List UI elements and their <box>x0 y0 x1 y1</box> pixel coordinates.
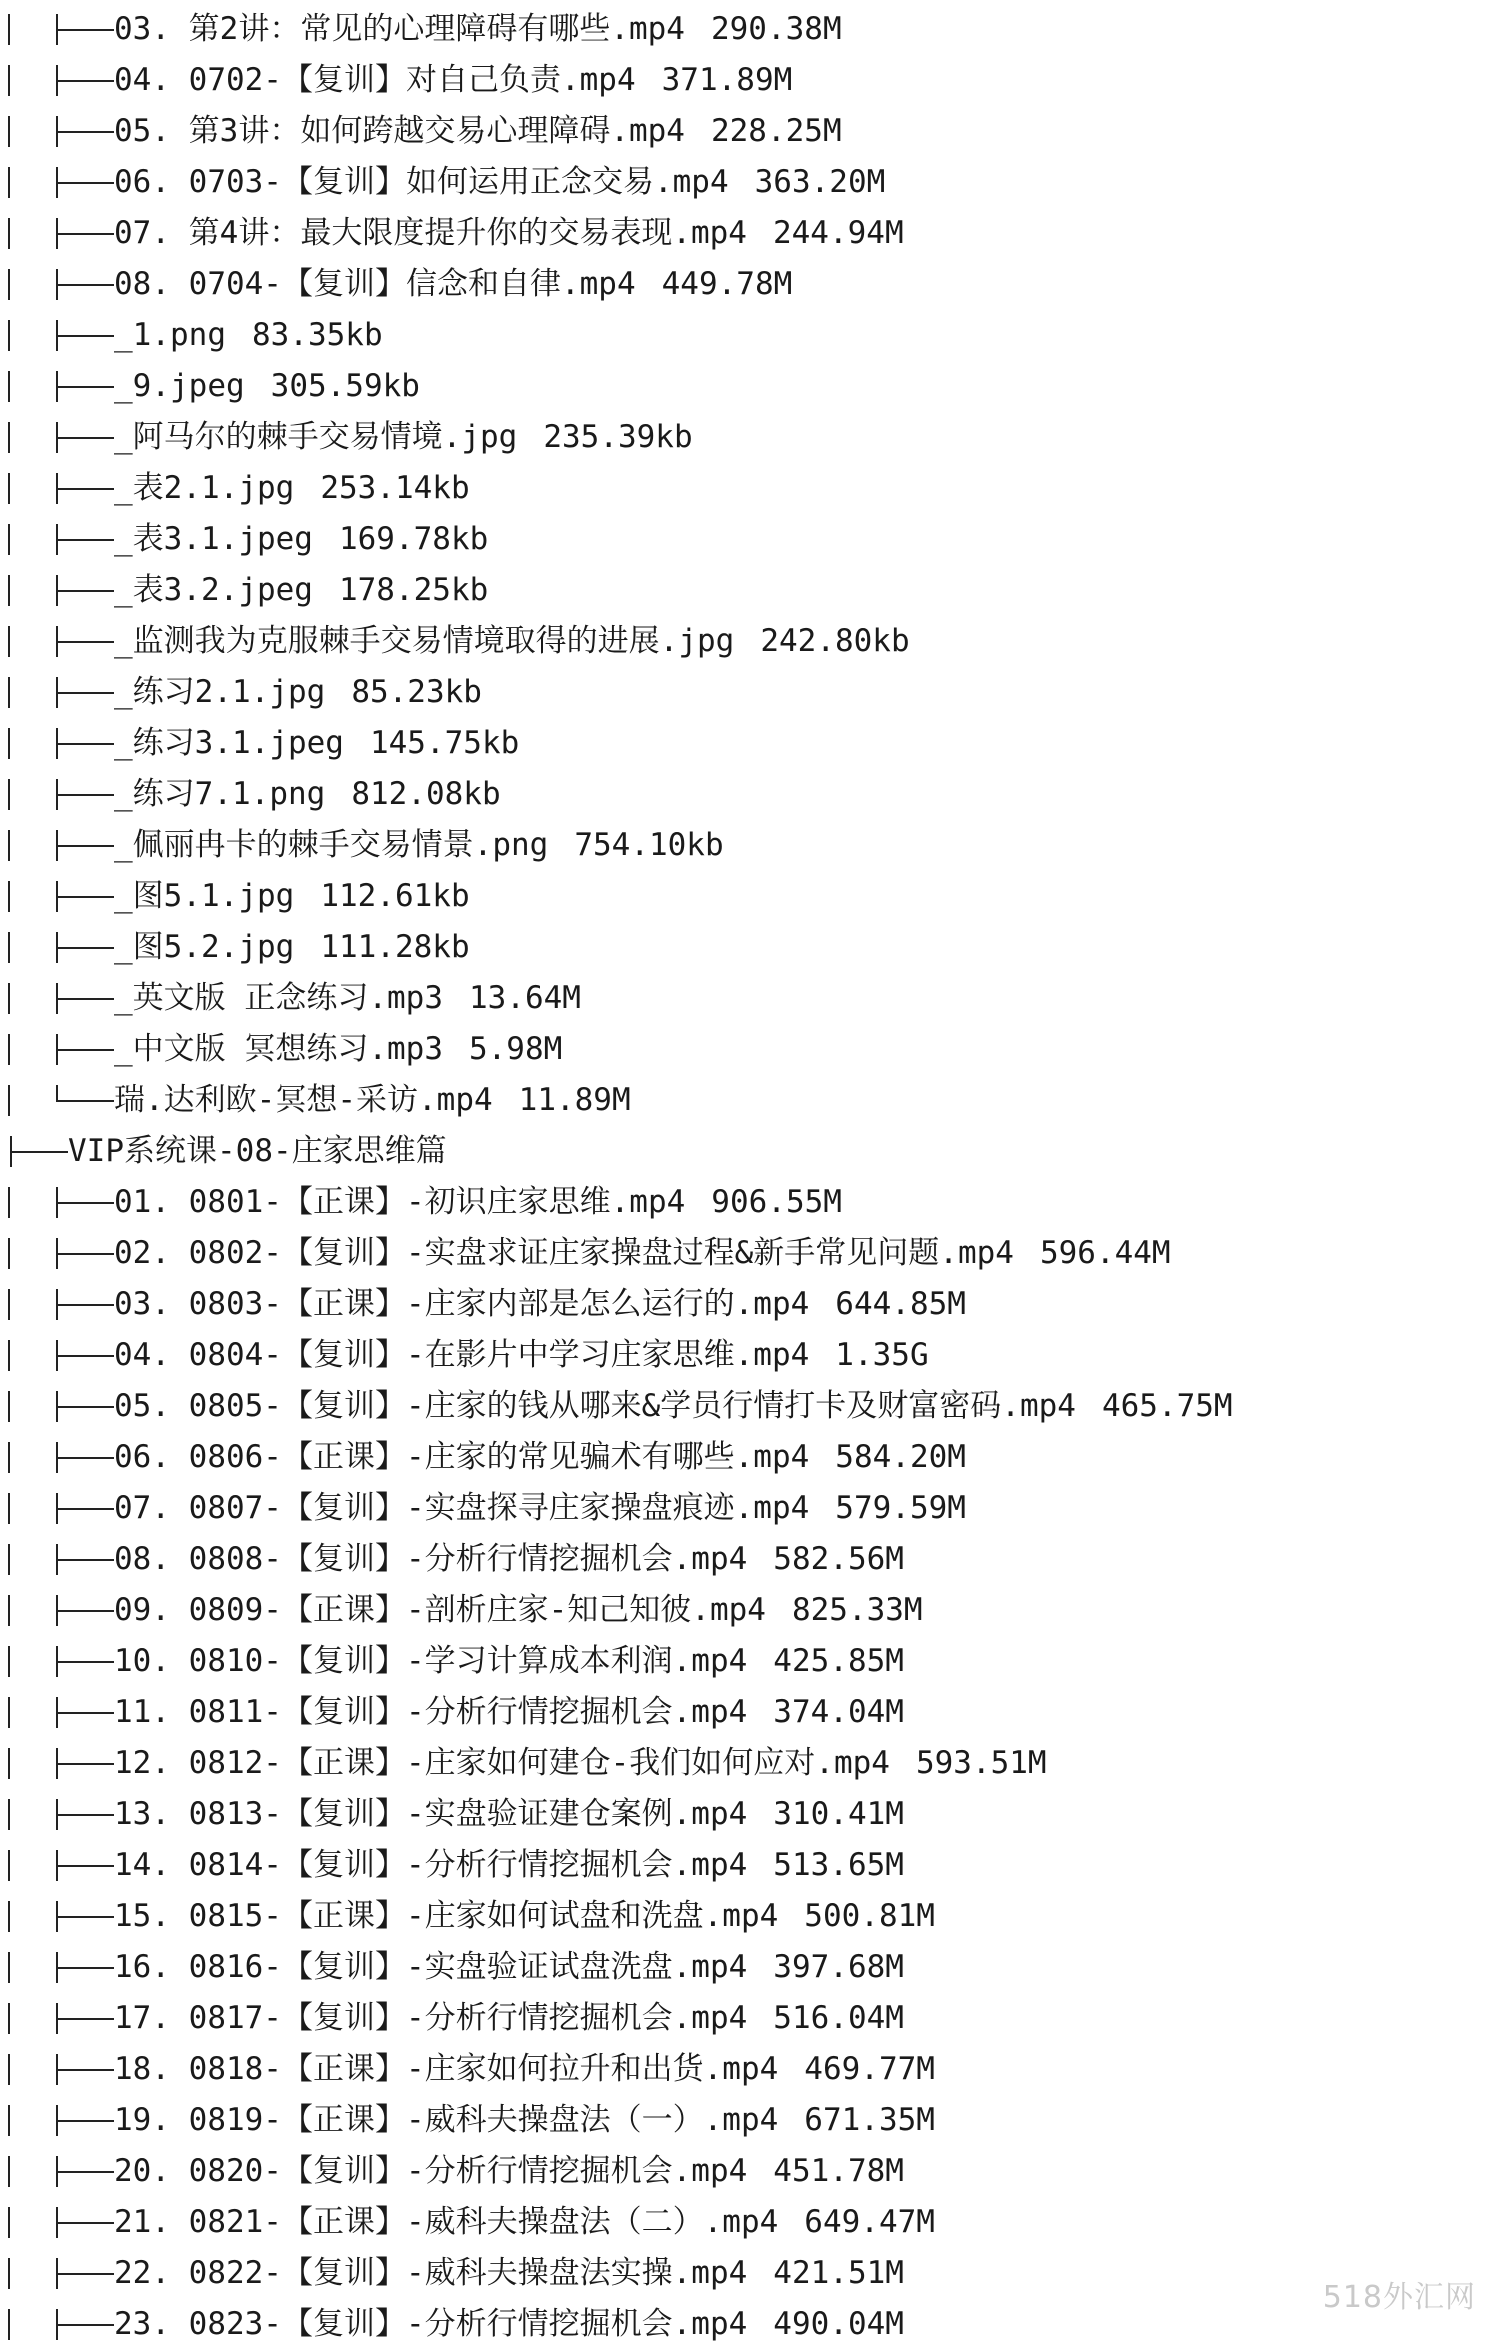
tree-connector <box>56 565 114 616</box>
file-name: 17. 0817-【复训】-分析行情挖掘机会.mp4 <box>114 2000 748 2036</box>
file-name: 21. 0821-【正课】-威科夫操盘法（二）.mp4 <box>114 2204 779 2240</box>
file-size: 305.59kb <box>270 368 420 404</box>
file-row <box>0 259 1500 310</box>
file-size: 500.81M <box>804 1898 935 1934</box>
file-name: 14. 0814-【复训】-分析行情挖掘机会.mp4 <box>114 1847 748 1883</box>
tree-connector <box>56 208 114 259</box>
file-name: 瑞.达利欧-冥想-采访.mp4 <box>114 1082 493 1118</box>
tree-connector <box>56 2146 114 2197</box>
tree-connector <box>56 1024 114 1075</box>
tree-connector <box>56 412 114 463</box>
tree-guide-line <box>8 2105 10 2136</box>
file-name: _1.png <box>114 317 226 353</box>
file-row <box>0 1993 1500 2044</box>
tree-connector <box>56 106 114 157</box>
file-name: 05. 0805-【复训】-庄家的钱从哪来&学员行情打卡及财富密码.mp4 <box>114 1388 1076 1424</box>
file-size: 374.04M <box>773 1694 904 1730</box>
file-size: 363.20M <box>754 164 886 200</box>
tree-connector <box>56 4 114 55</box>
file-size: 1.35G <box>835 1337 929 1373</box>
tree-guide-line <box>8 728 10 759</box>
file-row <box>0 1330 1500 1381</box>
tree-connector <box>56 1738 114 1789</box>
file-size: 465.75M <box>1101 1388 1233 1424</box>
file-name: _练习2.1.jpg <box>114 674 326 710</box>
tree-guide-line <box>8 779 10 810</box>
file-size: 513.65M <box>773 1847 904 1883</box>
file-row <box>0 514 1500 565</box>
file-row <box>0 1432 1500 1483</box>
file-name: 05. 第3讲：如何跨越交易心理障碍.mp4 <box>114 113 685 149</box>
file-row <box>0 1024 1500 1075</box>
file-row <box>0 2044 1500 2095</box>
tree-connector <box>56 463 114 514</box>
tree-connector <box>56 1534 114 1585</box>
file-row <box>0 769 1500 820</box>
tree-guide-line <box>8 167 10 198</box>
tree-connector <box>56 1636 114 1687</box>
file-row <box>0 412 1500 463</box>
file-name: _监测我为克服棘手交易情境取得的进展.jpg <box>114 623 735 659</box>
tree-connector <box>56 1891 114 1942</box>
file-name: 06. 0703-【复训】如何运用正念交易.mp4 <box>114 164 729 200</box>
tree-connector <box>56 1840 114 1891</box>
file-row <box>0 2197 1500 2248</box>
tree-connector <box>56 259 114 310</box>
file-size: 671.35M <box>804 2102 935 2138</box>
file-name: 07. 第4讲：最大限度提升你的交易表现.mp4 <box>114 215 747 251</box>
file-name: _表3.2.jpeg <box>114 572 313 608</box>
tree-guide-line <box>8 269 10 300</box>
tree-guide-line <box>8 1493 10 1524</box>
tree-guide-line <box>8 1697 10 1728</box>
file-row <box>0 616 1500 667</box>
file-size: 644.85M <box>835 1286 966 1322</box>
tree-connector <box>56 718 114 769</box>
file-row <box>0 1840 1500 1891</box>
tree-connector <box>56 1177 114 1228</box>
tree-connector <box>56 2248 114 2299</box>
tree-guide-line <box>8 2054 10 2085</box>
tree-connector <box>56 55 114 106</box>
file-size: 490.04M <box>773 2306 904 2342</box>
file-size: 145.75kb <box>369 725 520 761</box>
file-row <box>0 1687 1500 1738</box>
tree-guide-line <box>8 1952 10 1983</box>
file-name: _图5.1.jpg <box>114 878 295 914</box>
file-row <box>0 1534 1500 1585</box>
file-size: 178.25kb <box>338 572 489 608</box>
tree-guide-line <box>8 2156 10 2187</box>
tree-guide-line <box>8 1901 10 1932</box>
tree-guide-line <box>8 677 10 708</box>
file-name: 07. 0807-【复训】-实盘探寻庄家操盘痕迹.mp4 <box>114 1490 810 1526</box>
tree-guide-line <box>8 626 10 657</box>
tree-connector <box>56 2299 114 2350</box>
file-name: _阿马尔的棘手交易情境.jpg <box>114 419 518 455</box>
tree-guide-line <box>8 2258 10 2289</box>
tree-guide-line <box>8 1748 10 1779</box>
tree-guide-line <box>8 983 10 1014</box>
file-row <box>0 871 1500 922</box>
tree-guide-line <box>8 1238 10 1269</box>
file-name: 02. 0802-【复训】-实盘求证庄家操盘过程&新手常见问题.mp4 <box>114 1235 1014 1271</box>
tree-connector <box>56 1585 114 1636</box>
file-row <box>0 1636 1500 1687</box>
file-name: _练习3.1.jpeg <box>114 725 344 761</box>
file-row <box>0 1279 1500 1330</box>
file-name: _图5.2.jpg <box>114 929 295 965</box>
file-size: 371.89M <box>661 62 793 98</box>
file-row <box>0 361 1500 412</box>
tree-guide-line <box>8 932 10 963</box>
file-name: 23. 0823-【复训】-分析行情挖掘机会.mp4 <box>114 2306 748 2342</box>
file-name: 13. 0813-【复训】-实盘验证建仓案例.mp4 <box>114 1796 748 1832</box>
tree-connector <box>56 157 114 208</box>
tree-connector <box>56 1279 114 1330</box>
tree-connector <box>56 1687 114 1738</box>
file-name: 22. 0822-【复训】-威科夫操盘法实操.mp4 <box>114 2255 748 2291</box>
tree-guide-line <box>8 1799 10 1830</box>
file-name: _表3.1.jpeg <box>114 521 313 557</box>
tree-connector <box>10 1126 68 1177</box>
file-size: 516.04M <box>773 2000 904 2036</box>
file-size: 584.20M <box>835 1439 966 1475</box>
tree-guide-line <box>8 2309 10 2340</box>
tree-connector <box>56 1075 114 1126</box>
file-name: 09. 0809-【正课】-剖析庄家-知己知彼.mp4 <box>114 1592 766 1628</box>
file-row <box>0 2299 1500 2350</box>
file-row <box>0 922 1500 973</box>
file-name: 04. 0702-【复训】对自己负责.mp4 <box>114 62 636 98</box>
file-size: 244.94M <box>772 215 904 251</box>
tree-connector <box>56 361 114 412</box>
file-size: 253.14kb <box>320 470 470 506</box>
file-size: 449.78M <box>661 266 793 302</box>
tree-guide-line <box>8 1085 10 1116</box>
tree-guide-line <box>8 2207 10 2238</box>
tree-guide-line <box>8 1442 10 1473</box>
tree-guide-line <box>8 1544 10 1575</box>
tree-connector <box>56 1993 114 2044</box>
tree-guide-line <box>8 1034 10 1065</box>
tree-connector <box>56 1381 114 1432</box>
file-size: 5.98M <box>468 1031 563 1067</box>
tree-guide-line <box>8 1289 10 1320</box>
file-size: 421.51M <box>773 2255 904 2291</box>
file-row <box>0 565 1500 616</box>
file-name: _佩丽冉卡的棘手交易情景.png <box>114 827 549 863</box>
file-size: 649.47M <box>804 2204 935 2240</box>
file-name: 08. 0704-【复训】信念和自律.mp4 <box>114 266 636 302</box>
file-row <box>0 973 1500 1024</box>
file-size: 11.89M <box>518 1082 631 1118</box>
file-row <box>0 718 1500 769</box>
file-name: 10. 0810-【复训】-学习计算成本利润.mp4 <box>114 1643 748 1679</box>
tree-guide-line <box>8 830 10 861</box>
tree-guide-line <box>8 320 10 351</box>
tree-guide-line <box>8 1187 10 1218</box>
tree-connector <box>56 1789 114 1840</box>
tree-guide-line <box>8 14 10 45</box>
watermark: 518外汇网 <box>1322 2280 1476 2315</box>
file-size: 242.80kb <box>760 623 910 659</box>
file-row <box>0 2095 1500 2146</box>
file-size: 812.08kb <box>351 776 501 812</box>
tree-connector <box>56 514 114 565</box>
tree-connector <box>56 310 114 361</box>
file-row <box>0 1483 1500 1534</box>
tree-connector <box>56 1432 114 1483</box>
file-row <box>0 1381 1500 1432</box>
tree-guide-line <box>8 1850 10 1881</box>
file-name: 01. 0801-【正课】-初识庄家思维.mp4 <box>114 1184 686 1220</box>
file-row <box>0 2146 1500 2197</box>
tree-guide-line <box>8 473 10 504</box>
tree-guide-line <box>8 1595 10 1626</box>
file-name: 18. 0818-【正课】-庄家如何拉升和出货.mp4 <box>114 2051 779 2087</box>
file-row <box>0 1585 1500 1636</box>
tree-connector <box>56 1330 114 1381</box>
file-name: 15. 0815-【正课】-庄家如何试盘和洗盘.mp4 <box>114 1898 779 1934</box>
tree-connector <box>56 973 114 1024</box>
file-size: 169.78kb <box>338 521 489 557</box>
file-name: 19. 0819-【正课】-威科夫操盘法（一）.mp4 <box>114 2102 779 2138</box>
tree-connector <box>56 769 114 820</box>
tree-guide-line <box>8 65 10 96</box>
tree-guide-line <box>8 218 10 249</box>
file-size: 111.28kb <box>320 929 470 965</box>
file-row <box>0 106 1500 157</box>
file-name: 11. 0811-【复训】-分析行情挖掘机会.mp4 <box>114 1694 748 1730</box>
file-row <box>0 1891 1500 1942</box>
file-size: 13.64M <box>468 980 581 1016</box>
file-size: 228.25M <box>710 113 842 149</box>
file-size: 825.33M <box>791 1592 923 1628</box>
file-size: 596.44M <box>1039 1235 1171 1271</box>
folder-name: VIP系统课-08-庄家思维篇 <box>68 1133 447 1169</box>
file-row <box>0 4 1500 55</box>
file-row <box>0 310 1500 361</box>
file-name: 03. 第2讲：常见的心理障碍有哪些.mp4 <box>114 11 685 47</box>
file-size: 593.51M <box>915 1745 1047 1781</box>
file-row <box>0 1738 1500 1789</box>
file-size: 582.56M <box>773 1541 904 1577</box>
file-row <box>0 820 1500 871</box>
file-name: 06. 0806-【正课】-庄家的常见骗术有哪些.mp4 <box>114 1439 810 1475</box>
tree-connector <box>56 667 114 718</box>
file-row <box>0 208 1500 259</box>
file-name: 08. 0808-【复训】-分析行情挖掘机会.mp4 <box>114 1541 748 1577</box>
tree-guide-line <box>8 575 10 606</box>
file-row <box>0 2248 1500 2299</box>
file-size: 906.55M <box>711 1184 842 1220</box>
file-size: 469.77M <box>804 2051 935 2087</box>
file-size: 397.68M <box>773 1949 904 1985</box>
file-name: _英文版 正念练习.mp3 <box>114 980 443 1016</box>
tree-guide-line <box>8 524 10 555</box>
tree-connector <box>56 2197 114 2248</box>
tree-guide-line <box>8 371 10 402</box>
tree-connector <box>56 616 114 667</box>
tree-guide-line <box>8 116 10 147</box>
file-row <box>0 157 1500 208</box>
file-size: 112.61kb <box>320 878 470 914</box>
file-row <box>0 1075 1500 1126</box>
file-row <box>0 667 1500 718</box>
file-row <box>0 463 1500 514</box>
tree-guide-line <box>8 1391 10 1422</box>
file-row <box>0 1177 1500 1228</box>
tree-guide-line <box>8 422 10 453</box>
file-name: 04. 0804-【复训】-在影片中学习庄家思维.mp4 <box>114 1337 810 1373</box>
tree-connector <box>56 871 114 922</box>
file-name: _9.jpeg <box>114 368 245 404</box>
file-name: _表2.1.jpg <box>114 470 295 506</box>
file-size: 290.38M <box>710 11 842 47</box>
file-row <box>0 1789 1500 1840</box>
tree-connector <box>56 1942 114 1993</box>
file-size: 235.39kb <box>543 419 693 455</box>
tree-connector <box>56 2095 114 2146</box>
file-size: 451.78M <box>773 2153 904 2189</box>
file-row <box>0 1942 1500 1993</box>
file-row <box>0 1228 1500 1279</box>
tree-guide-line <box>8 1340 10 1371</box>
file-size: 425.85M <box>773 1643 904 1679</box>
tree-guide-line <box>8 881 10 912</box>
folder-row <box>0 1126 1500 1177</box>
file-name: 16. 0816-【复训】-实盘验证试盘洗盘.mp4 <box>114 1949 748 1985</box>
file-size: 579.59M <box>835 1490 966 1526</box>
file-name: 12. 0812-【正课】-庄家如何建仓-我们如何应对.mp4 <box>114 1745 890 1781</box>
file-size: 754.10kb <box>574 827 724 863</box>
tree-guide-line <box>8 1646 10 1677</box>
file-name: 03. 0803-【正课】-庄家内部是怎么运行的.mp4 <box>114 1286 810 1322</box>
file-name: _练习7.1.png <box>114 776 326 812</box>
file-size: 310.41M <box>773 1796 904 1832</box>
tree-connector <box>56 820 114 871</box>
file-name: _中文版 冥想练习.mp3 <box>114 1031 443 1067</box>
file-row <box>0 55 1500 106</box>
tree-connector <box>56 922 114 973</box>
tree-connector <box>56 1483 114 1534</box>
file-size: 85.23kb <box>351 674 482 710</box>
file-name: 20. 0820-【复训】-分析行情挖掘机会.mp4 <box>114 2153 748 2189</box>
tree-connector <box>56 1228 114 1279</box>
tree-connector <box>56 2044 114 2095</box>
file-size: 83.35kb <box>251 317 383 353</box>
tree-guide-line <box>8 2003 10 2034</box>
